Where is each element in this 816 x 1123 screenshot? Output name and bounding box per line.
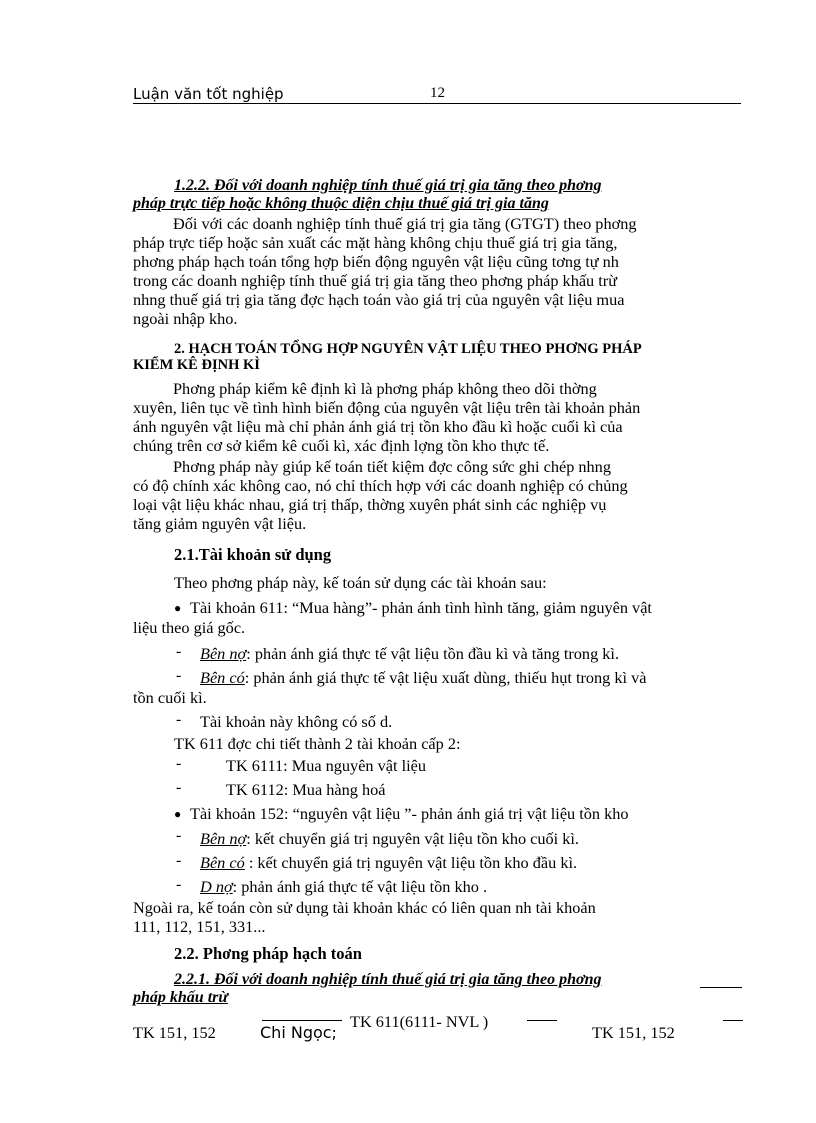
ben-no-text: : phản ánh giá thực tế vật liệu tồn đầu kì và tăng trong kì. bbox=[246, 644, 620, 663]
diagram-overlap-text: Chi Ngọc; bbox=[260, 1023, 337, 1042]
ben-no-label: Bên nợ bbox=[200, 644, 247, 663]
tk611-detail: TK 611 đợc chi tiết thành 2 tài khoản cấp 2: bbox=[174, 734, 461, 753]
diagram-left-account: TK 151, 152 bbox=[133, 1023, 216, 1042]
tk152-ben-no-label: Bên nợ bbox=[200, 829, 247, 848]
section-2-paragraph-2 bbox=[133, 457, 628, 533]
tk6111-line: TK 6111: Mua nguyên vật liệu bbox=[226, 756, 427, 775]
diagram-rule-center bbox=[527, 1020, 557, 1021]
diagram-center-account: TK 611(6111- NVL ) bbox=[350, 1012, 489, 1031]
tk6112-line: TK 6112: Mua hàng hoá bbox=[226, 780, 386, 799]
para-line: tăng giảm nguyên vật liệu. bbox=[133, 514, 307, 533]
para-line: Đối với các doanh nghiệp tính thuế giá trị gia tăng (GTGT) theo phơng bbox=[173, 214, 637, 233]
other-accounts-line1: Ngoài ra, kế toán còn sử dụng tài khoản khác có liên quan nh tài khoản bbox=[133, 898, 596, 917]
tk611-line1: Tài khoản 611: “Mua hàng”- phản ánh tình hình tăng, giảm nguyên vật bbox=[190, 598, 652, 617]
section-2-heading-line2: KIỂM KÊ ĐỊNH KÌ bbox=[133, 357, 260, 373]
ben-co-text-line2: tồn cuối kì. bbox=[133, 688, 207, 707]
para-line: có độ chính xác không cao, nó chỉ thích hợp với các doanh nghiệp có chủng bbox=[133, 476, 628, 495]
bullet-icon: ● bbox=[174, 807, 182, 821]
running-header-title: Luận văn tốt nghiệp bbox=[133, 85, 284, 103]
tk152-line: Tài khoản 152: “nguyên vật liệu ”- phản ánh giá trị vật liệu tồn kho bbox=[190, 804, 629, 823]
section-2-paragraph-1 bbox=[133, 379, 640, 455]
section-2-2-1-heading-line1: 2.2.1. Đối với doanh nghiệp tính thuế giá trị gia tăng theo phơng bbox=[174, 971, 602, 988]
section-1-2-2-heading-line2: pháp trực tiếp hoặc không thuộc diện chịu thuế giá trị gia tăng bbox=[133, 195, 549, 212]
section-2-1-heading: 2.1.Tài khoản sử dụng bbox=[174, 545, 332, 564]
para-line: ánh nguyên vật liệu mà chỉ phản ánh giá trị tồn kho đầu kì hoặc cuối kì của bbox=[133, 417, 623, 436]
para-line: xuyên, liên tục về tình hình biến động của nguyên vật liệu trên tài khoản phản bbox=[133, 398, 641, 417]
tk152-ben-co-label: Bên có bbox=[200, 853, 245, 872]
dash-icon: - bbox=[176, 852, 182, 869]
para-line: trong các doanh nghiệp tính thuế giá trị gia tăng theo phơng pháp khấu trừ bbox=[133, 271, 618, 290]
page-number: 12 bbox=[430, 85, 445, 101]
ben-co-line bbox=[200, 668, 647, 688]
dash-icon: - bbox=[176, 667, 182, 684]
section-2-2-heading: 2.2. Phơng pháp hạch toán bbox=[174, 944, 362, 963]
para-line: nhng thuế giá trị gia tăng đợc hạch toán vào giá trị của nguyên vật liệu mua bbox=[133, 290, 625, 309]
dash-icon: - bbox=[176, 876, 182, 893]
para-line: loại vật liệu khác nhau, giá trị thấp, thờng xuyên phát sinh các nghiệp vụ bbox=[133, 495, 607, 514]
dash-icon: - bbox=[176, 779, 182, 796]
section-2-heading-line1: 2. HẠCH TOÁN TỔNG HỢP NGUYÊN VẬT LIỆU THEO PHƠNG PHÁP bbox=[174, 341, 642, 357]
bullet-icon: ● bbox=[174, 601, 182, 615]
other-accounts-line2: 111, 112, 151, 331... bbox=[133, 917, 266, 936]
ben-no-line bbox=[200, 644, 619, 664]
diagram-right-account: TK 151, 152 bbox=[592, 1023, 675, 1042]
header-rule bbox=[133, 103, 741, 104]
du-no-text: : phản ánh giá thực tế vật liệu tồn kho . bbox=[232, 877, 488, 896]
ben-co-label: Bên có bbox=[200, 668, 245, 687]
du-no-label: D nợ bbox=[200, 877, 233, 896]
para-line: ngoài nhập kho. bbox=[133, 309, 238, 328]
section-1-2-2-paragraph bbox=[133, 214, 636, 328]
du-no-line bbox=[200, 877, 487, 897]
no-balance-line: Tài khoản này không có số d. bbox=[200, 712, 393, 731]
section-2-2-1-heading-line2: pháp khấu trừ bbox=[133, 989, 228, 1006]
ben-co-text-line1: : phản ánh giá thực tế vật liệu xuất dùng, thiếu hụt trong kì và bbox=[244, 668, 647, 687]
diagram-rule-left bbox=[262, 1020, 342, 1021]
para-line: phơng pháp hạch toán tổng hợp biến động nguyên vật liệu cũng tơng tự nh bbox=[133, 252, 619, 271]
dash-icon: - bbox=[176, 755, 182, 772]
para-line: Phơng pháp kiểm kê định kì là phơng pháp không theo dõi thờng bbox=[173, 379, 597, 398]
dash-icon: - bbox=[176, 827, 182, 844]
para-line: chúng trên cơ sở kiểm kê cuối kì, xác định lợng tồn kho thực tế. bbox=[133, 436, 550, 455]
tk611-line2: liệu theo giá gốc. bbox=[133, 618, 246, 637]
dash-icon: - bbox=[176, 643, 182, 660]
tk152-ben-co-line bbox=[200, 853, 577, 873]
dash-icon: - bbox=[176, 711, 182, 728]
diagram-rule-right bbox=[723, 1020, 743, 1021]
para-line: pháp trực tiếp hoặc sản xuất các mặt hàng không chịu thuế giá trị gia tăng, bbox=[133, 233, 618, 252]
para-line: Phơng pháp này giúp kế toán tiết kiệm đợc công sức ghi chép nhng bbox=[173, 457, 611, 476]
tk152-ben-co-text: : kết chuyển giá trị nguyên vật liệu tồn kho đầu kì. bbox=[244, 853, 578, 872]
tk152-ben-no-text: : kết chuyển giá trị nguyên vật liệu tồn kho cuối kì. bbox=[246, 829, 580, 848]
section-1-2-2-heading-line1: 1.2.2. Đối với doanh nghiệp tính thuế giá trị gia tăng theo phơng bbox=[174, 177, 602, 194]
heading-underline-tail bbox=[700, 987, 742, 988]
section-2-1-intro: Theo phơng pháp này, kế toán sử dụng các tài khoản sau: bbox=[174, 573, 547, 592]
tk152-ben-no-line bbox=[200, 829, 579, 849]
